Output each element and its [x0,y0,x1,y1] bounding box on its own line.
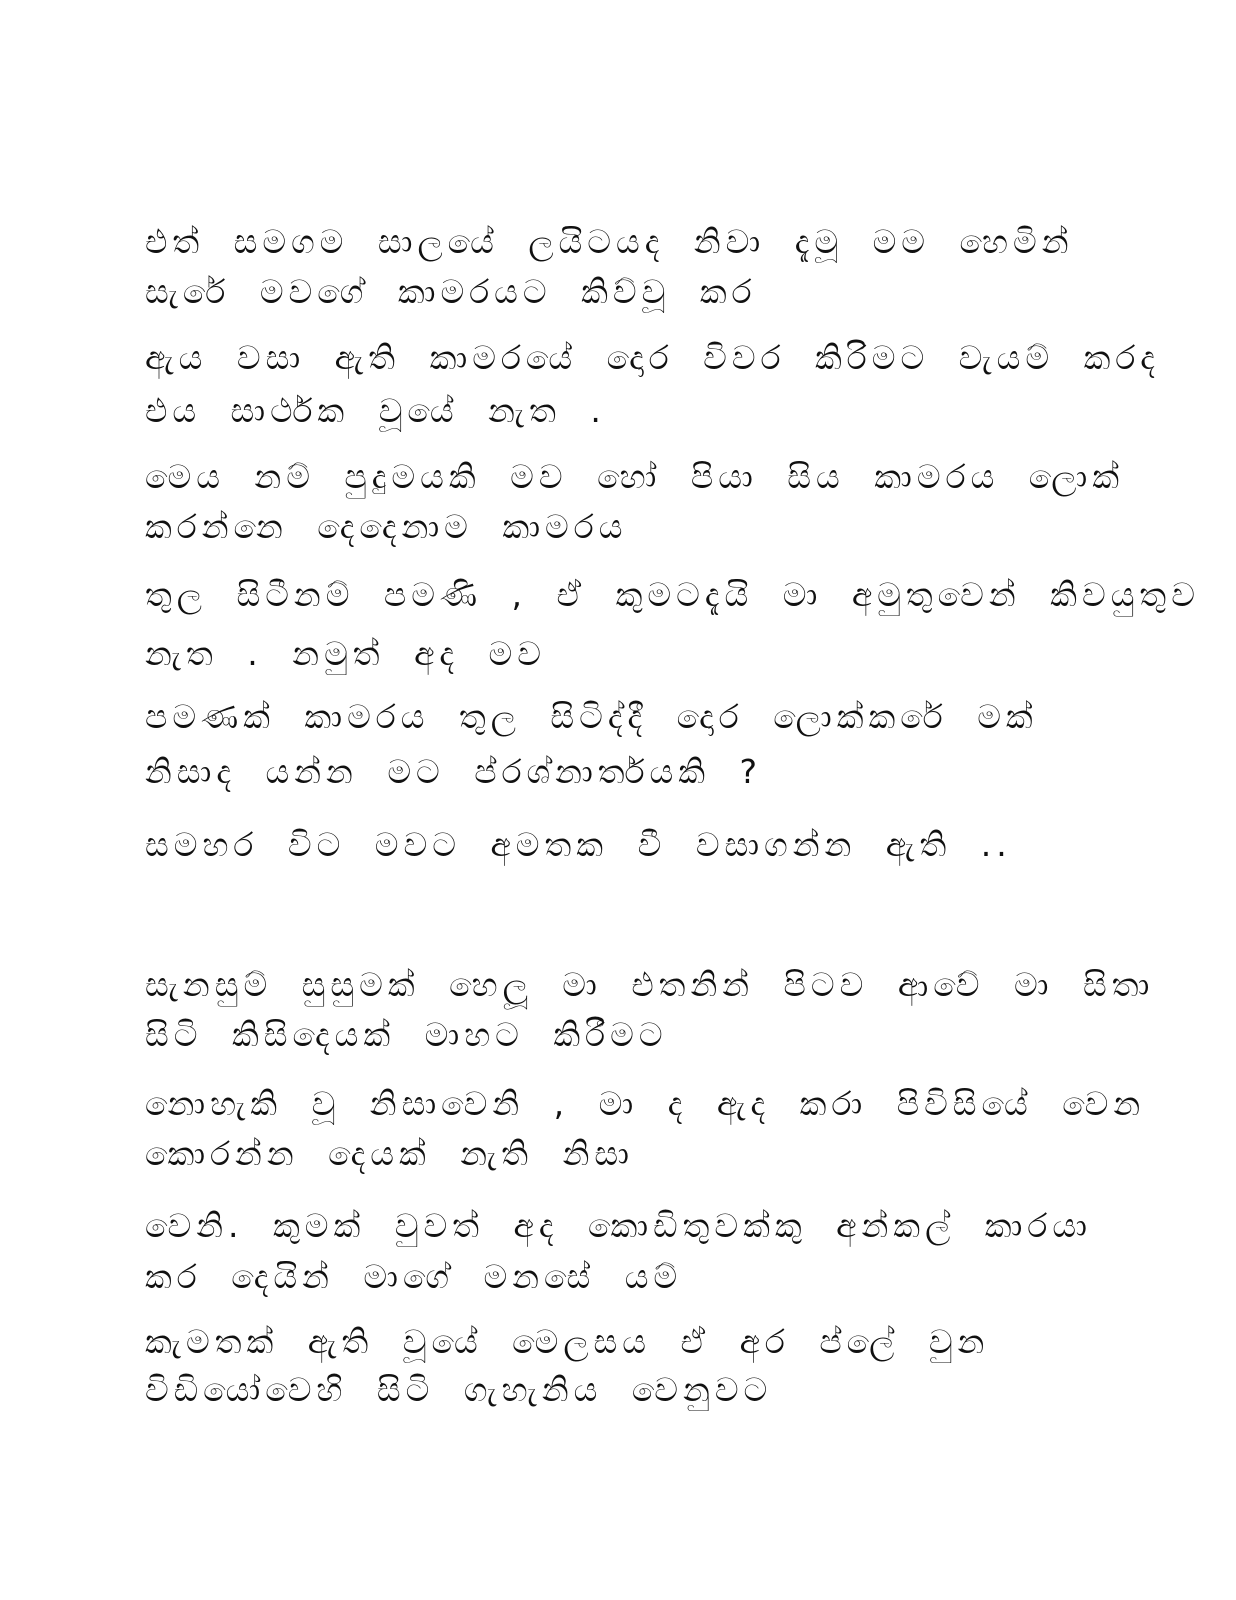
paragraph-8-line-1: නොහැකි වූ නිසාවෙනි , මා ද ඇද කරා පිවිසියේ වෙන [145,1084,1146,1123]
paragraph-1-line-2: සැරේ මවගේ කාමරයට කිව්වූ කර [145,272,757,311]
paragraph-6-line-1: සමහර විට මවට අමතක වී වසාගන්න ඇති .. [145,825,1012,864]
paragraph-2-line-2: එය සාර්ථක වූයේ නැත . [145,391,606,430]
paragraph-9-line-1: වෙනි. කුමක් වුවත් අද කොඩිතුවක්කු අන්කල් කාරයා [145,1206,1092,1245]
paragraph-5-line-2: නිසාද යන්න මට ප්රශ්නාර්තයකි ? [145,752,763,791]
paragraph-10-line-1: කැමතක් ඇති වූයේ මෙලසය ඒ අර ප්ලේ වුන [145,1322,990,1361]
paragraph-5-line-1: පමණක් කාමරය තුල සිටිද්දී දොර ලොක්කරේ මක් [145,697,1038,736]
paragraph-4-line-1: තුල සිටීනම් පමණි , ඒ කුමටදැයි මා අමුතුවෙන් කිවයුතුව [145,575,1200,614]
paragraph-7-line-1: සැනසුම් සුසුමක් හෙලූ මා එතනින් පිටව ආවේ මා සිතා [145,965,1155,1004]
paragraph-1-line-1: එත් සමගම සාලයේ ලයිටයද නිවා දැමූ මම හෙමින් [145,222,1074,261]
paragraph-3-line-1: මෙය නම් පුදුමයකි මව හෝ පියා සිය කාමරය ලොක් [145,457,1125,496]
paragraph-3-line-2: කරන්නෙ දෙදෙනාම කාමරය [145,507,628,546]
paragraph-10-line-2: විඩියෝවෙහි සිටි ගැහැනිය වෙනුවට [145,1370,773,1409]
paragraph-8-line-2: කොරන්න දෙයක් නැති නිසා [145,1134,634,1173]
paragraph-9-line-2: කර දෙයින් මාගේ මනසේ යම් [145,1257,683,1296]
paragraph-2-line-1: ඇය වසා ඇති කාමරයේ දොර විවර කිරිමට වැයම් කරද [145,338,1160,377]
paragraph-7-line-2: සිටි කිසිදෙයක් මාහට කිරීමට [145,1015,668,1054]
paragraph-4-line-2: නැත . නමුත් අද මව [145,634,547,673]
